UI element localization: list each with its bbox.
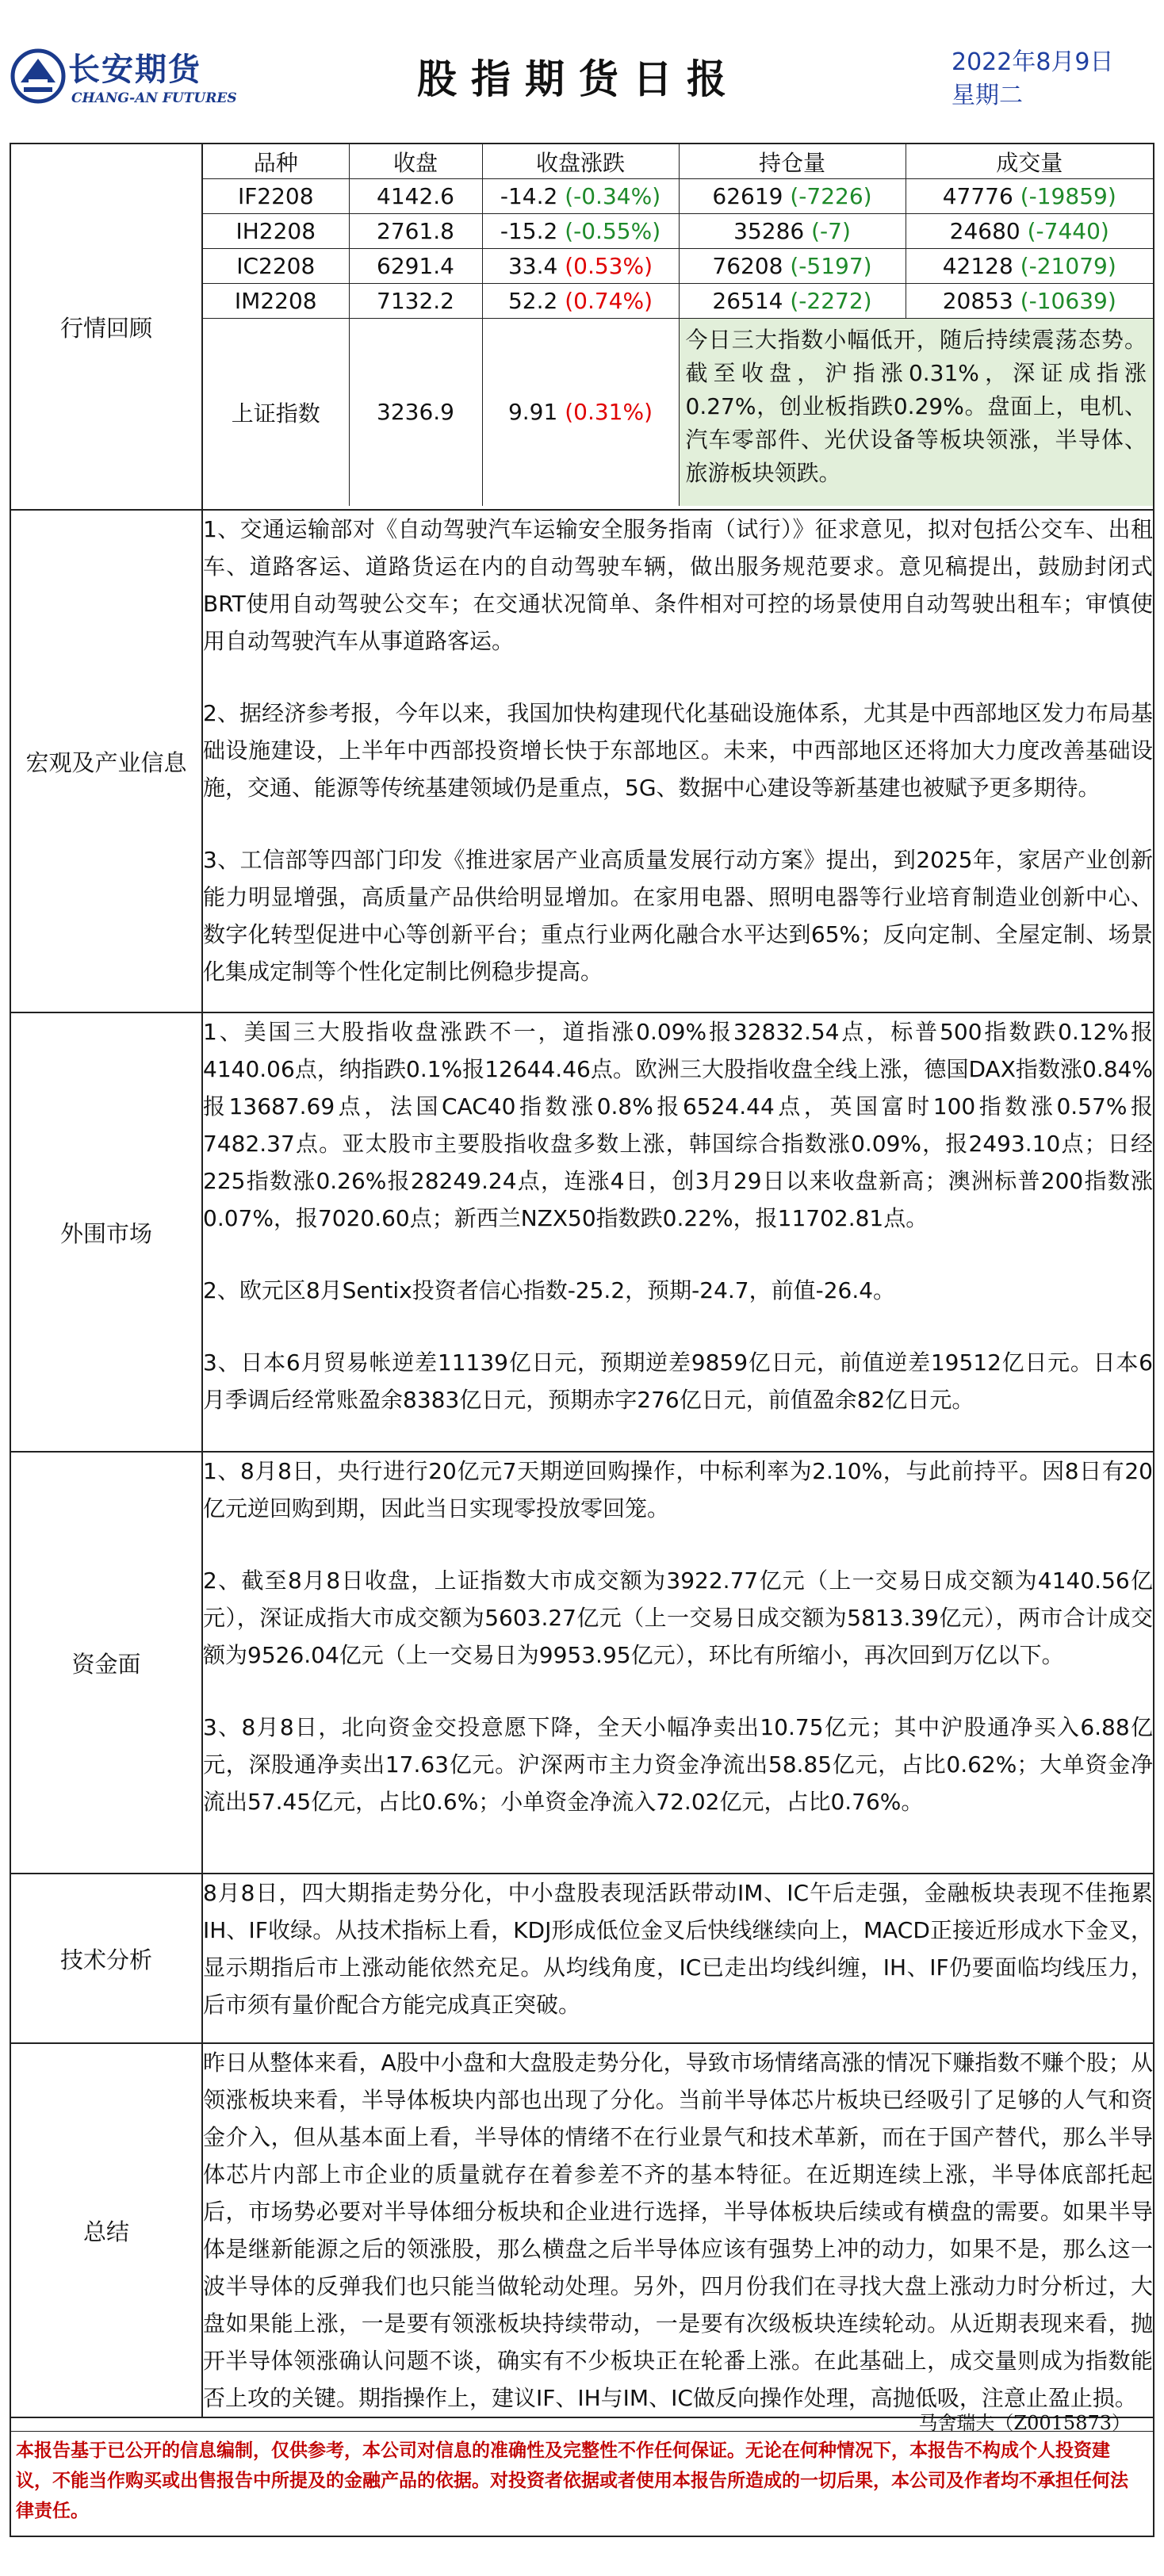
header-change: 收盘涨跌 bbox=[482, 144, 679, 179]
chang-an-logo-icon bbox=[10, 48, 67, 105]
table-row bbox=[203, 249, 1153, 284]
oi-change: (-7) bbox=[811, 218, 851, 244]
variety-cell: IH2208 bbox=[203, 214, 349, 249]
index-close: 3236.9 bbox=[349, 319, 482, 506]
table-row bbox=[203, 179, 1153, 214]
report-title: 股指期货日报 bbox=[417, 56, 741, 102]
summary-paragraph-1: 昨日从整体来看，A股中小盘和大盘股走势分化，导致市场情绪高涨的情况下赚指数不赚个股；从领涨板块来看，半导体板块内部也出现了分化。当前半导体芯片板块已经吸引了足够的人气和资金介入，但从基本面上看，半导体的情绪不在行业景气和技术革新，而在于国产替代，那么半导体芯片内部上市企业的质量就存在着参差不齐的基本特征。在近期连续上涨，半导体底部托起后，市场势必要对半导体细分板块和企业进行选择，半导体板块后续或有横盘的需要。如果半导体是继新能源之后的领涨股，那么横盘之后半导体应该有强势上冲的动力，如果不是，那么这一波半导体的反弹我们也只能当做轮动处理。另外，四月份我们在寻找大盘上涨动力时分析过，大盘如果能上涨，一是要有领涨板块持续带动，一是要有次级板块连续轮动。从近期表现来看，抛开半导体领涨确认问题不谈，确实有不少板块正在轮番上涨。在此基础上，成交量则成为指数能否上攻的关键。期指操作上，建议IF、IH与IM、IC做反向操作处理，高抛低吸，注意止盈止损。 bbox=[203, 2050, 1153, 2411]
section-label-summary: 总结 bbox=[10, 2043, 202, 2417]
change-value: 52.2 bbox=[507, 288, 558, 314]
market-review-section bbox=[10, 144, 1154, 510]
summary-section bbox=[10, 2043, 1154, 2417]
close-cell: 4142.6 bbox=[349, 179, 482, 214]
market-summary-box: 今日三大指数小幅低开，随后持续震荡态势。截至收盘，沪指涨0.31%，深证成指涨0.27%，创业板指跌0.29%。盘面上，电机、汽车零部件、光伏设备等板块领涨，半导体、旅游板块领跌。 bbox=[679, 319, 1153, 506]
variety-cell: IF2208 bbox=[203, 179, 349, 214]
date-text: 2022年8月9日 bbox=[951, 48, 1114, 76]
volume-value: 47776 bbox=[942, 183, 1013, 209]
volume-change: (-19859) bbox=[1020, 183, 1116, 209]
table-row bbox=[203, 214, 1153, 249]
change-percent: (0.53%) bbox=[565, 253, 653, 279]
change-value: -15.2 bbox=[500, 218, 558, 244]
footer-divider bbox=[11, 2431, 1153, 2432]
variety-cell: IM2208 bbox=[203, 284, 349, 319]
oi-value: 26514 bbox=[712, 288, 783, 314]
volume-value: 24680 bbox=[949, 218, 1020, 244]
overseas-content bbox=[202, 1012, 1154, 1452]
change-cell bbox=[482, 179, 679, 214]
technical-paragraph-1: 8月8日，四大期指走势分化，中小盘股表现活跃带动IM、IC午后走强，金融板块表现不佳拖累IH、IF收绿。从技术指标上看，KDJ形成低位金叉后快线继续向上，MACD正接近形成水下金叉，显示期指后市上涨动能依然充足。从均线角度，IC已走出均线纠缠，IH、IF仍要面临均线压力，后市须有量价配合方能完成真正突破。 bbox=[203, 1880, 1153, 2018]
change-cell bbox=[482, 284, 679, 319]
section-label-overseas: 外围市场 bbox=[10, 1012, 202, 1452]
weekday-text: 星期二 bbox=[951, 82, 1023, 109]
change-percent: (-0.34%) bbox=[565, 183, 661, 209]
technical-content bbox=[202, 1874, 1154, 2043]
volume-cell bbox=[906, 249, 1153, 284]
index-change-percent: (0.31%) bbox=[565, 399, 653, 426]
volume-value: 42128 bbox=[942, 253, 1013, 279]
report-header bbox=[0, 0, 1164, 143]
macro-paragraph-3: 3、工信部等四部门印发《推进家居产业高质量发展行动方案》提出，到2025年，家居产业创新能力明显增强，高质量产品供给明显增加。在家用电器、照明电器等行业培育制造业创新中心、数字化转型促进中心等创新平台；重点行业两化融合水平达到65%；反向定制、全屋定制、场景化集成定制等个性化定制比例稳步提高。 bbox=[203, 847, 1153, 985]
volume-cell bbox=[906, 179, 1153, 214]
author-credit: 马舍瑞夫（Z0015873） bbox=[918, 2412, 1131, 2434]
funds-paragraph-1: 1、8月8日，央行进行20亿元7天期逆回购操作，中标利率为2.10%，与此前持平。因8日有20亿元逆回购到期，因此当日实现零投放零回笼。 bbox=[203, 1458, 1153, 1521]
change-value: 33.4 bbox=[507, 253, 558, 279]
oi-cell bbox=[679, 214, 906, 249]
volume-value: 20853 bbox=[942, 288, 1013, 314]
oi-value: 35286 bbox=[733, 218, 805, 244]
oi-value: 62619 bbox=[712, 183, 783, 209]
volume-change: (-10639) bbox=[1020, 288, 1116, 314]
volume-change: (-7440) bbox=[1027, 218, 1109, 244]
macro-paragraph-1: 1、交通运输部对《自动驾驶汽车运输安全服务指南（试行）》征求意见，拟对包括公交车、出租车、道路客运、道路货运在内的自动驾驶车辆，做出服务规范要求。意见稿提出，鼓励封闭式BRT使用自动驾驶公交车；在交通状况简单、条件相对可控的场景使用自动驾驶出租车；审慎使用自动驾驶汽车从事道路客运。 bbox=[203, 516, 1153, 654]
oi-change: (-2272) bbox=[790, 288, 872, 314]
overseas-paragraph-2: 2、欧元区8月Sentix投资者信心指数-25.2，预期-24.7，前值-26.4。 bbox=[203, 1277, 896, 1303]
index-row bbox=[203, 319, 1153, 506]
oi-change: (-7226) bbox=[790, 183, 872, 209]
overseas-section bbox=[10, 1012, 1154, 1452]
oi-cell bbox=[679, 284, 906, 319]
section-label-funds: 资金面 bbox=[10, 1452, 202, 1874]
volume-change: (-21079) bbox=[1020, 253, 1116, 279]
overseas-paragraph-1: 1、美国三大股指收盘涨跌不一，道指涨0.09%报32832.54点，标普500指数跌0.12%报4140.06点，纳指跌0.1%报12644.46点。欧洲三大股指收盘全线上涨，德国DAX指数涨0.84%报13687.69点，法国CAC40指数涨0.8%报6524.44点，英国富时100指数涨0.57%报7482.37点。亚太股市主要股指收盘多数上涨，韩国综合指数涨0.09%，报2493.10点；日经225指数涨0.26%报28249.24点，连涨4日，创3月29日以来收盘新高；澳洲标普200指数涨0.07%，报7020.60点；新西兰NZX50指数跌0.22%，报11702.81点。 bbox=[203, 1019, 1153, 1231]
change-value: -14.2 bbox=[500, 183, 558, 209]
report-footer bbox=[10, 2402, 1154, 2537]
section-label-macro: 宏观及产业信息 bbox=[10, 510, 202, 1012]
index-change-value: 9.91 bbox=[507, 399, 558, 426]
change-cell bbox=[482, 249, 679, 284]
oi-value: 76208 bbox=[712, 253, 783, 279]
oi-change: (-5197) bbox=[790, 253, 872, 279]
index-change-cell bbox=[482, 319, 679, 506]
report-table bbox=[10, 143, 1154, 2418]
technical-section bbox=[10, 1874, 1154, 2043]
header-volume: 成交量 bbox=[906, 144, 1153, 179]
oi-cell bbox=[679, 249, 906, 284]
logo-english-name: CHANG-AN FUTURES bbox=[71, 90, 237, 106]
change-percent: (0.74%) bbox=[565, 288, 653, 314]
logo-chinese-name: 长安期货 bbox=[68, 51, 201, 88]
section-label-technical: 技术分析 bbox=[10, 1874, 202, 2043]
header-open-interest: 持仓量 bbox=[679, 144, 906, 179]
funds-paragraph-3: 3、8月8日，北向资金交投意愿下降，全天小幅净卖出10.75亿元；其中沪股通净买入6.88亿元，深股通净卖出17.63亿元。沪深两市主力资金净流出58.85亿元，占比0.62%；大单资金净流出57.45亿元，占比0.6%；小单资金净流入72.02亿元，占比0.76%。 bbox=[203, 1714, 1153, 1815]
funds-section bbox=[10, 1452, 1154, 1874]
change-percent: (-0.55%) bbox=[565, 218, 661, 244]
header-variety: 品种 bbox=[203, 144, 349, 179]
close-cell: 2761.8 bbox=[349, 214, 482, 249]
macro-paragraph-2: 2、据经济参考报，今年以来，我国加快构建现代化基础设施体系，尤其是中西部地区发力布局基础设施建设，上半年中西部投资增长快于东部地区。未来，中西部地区还将加大力度改善基础设施，交通、能源等传统基建领域仍是重点，5G、数据中心建设等新基建也被赋予更多期待。 bbox=[203, 700, 1153, 801]
oi-cell bbox=[679, 179, 906, 214]
index-name: 上证指数 bbox=[203, 319, 349, 506]
close-cell: 7132.2 bbox=[349, 284, 482, 319]
table-row bbox=[203, 284, 1153, 319]
overseas-paragraph-3: 3、日本6月贸易帐逆差11139亿日元，预期逆差9859亿日元，前值逆差19512亿日元。日本6月季调后经常账盈余8383亿日元，预期赤字276亿日元，前值盈余82亿日元。 bbox=[203, 1349, 1153, 1413]
market-header-row bbox=[203, 144, 1153, 179]
market-table-cell bbox=[202, 144, 1154, 510]
volume-cell bbox=[906, 284, 1153, 319]
close-cell: 6291.4 bbox=[349, 249, 482, 284]
section-label-market: 行情回顾 bbox=[10, 144, 202, 510]
summary-content bbox=[202, 2043, 1154, 2417]
macro-content bbox=[202, 510, 1154, 1012]
market-table bbox=[203, 144, 1153, 506]
header-close: 收盘 bbox=[349, 144, 482, 179]
change-cell bbox=[482, 214, 679, 249]
funds-content bbox=[202, 1452, 1154, 1874]
volume-cell bbox=[906, 214, 1153, 249]
company-logo bbox=[10, 41, 237, 121]
report-date bbox=[951, 46, 1114, 113]
variety-cell: IC2208 bbox=[203, 249, 349, 284]
funds-paragraph-2: 2、截至8月8日收盘，上证指数大市成交额为3922.77亿元（上一交易日成交额为4140.56亿元），深证成指大市成交额为5603.27亿元（上一交易日成交额为5813.39亿元），两市合计成交额为9526.04亿元（上一交易日为9953.95亿元），环比有所缩小，再次回到万亿以下。 bbox=[203, 1567, 1153, 1668]
disclaimer-text: 本报告基于已公开的信息编制，仅供参考，本公司对信息的准确性及完整性不作任何保证。无论在何种情况下，本报告不构成个人投资建议，不能当作购买或出售报告中所提及的金融产品的依据。对投资者依据或者使用本报告所造成的一切后果，本公司及作者均不承担任何法律责任。 bbox=[16, 2440, 1128, 2521]
macro-section bbox=[10, 510, 1154, 1012]
